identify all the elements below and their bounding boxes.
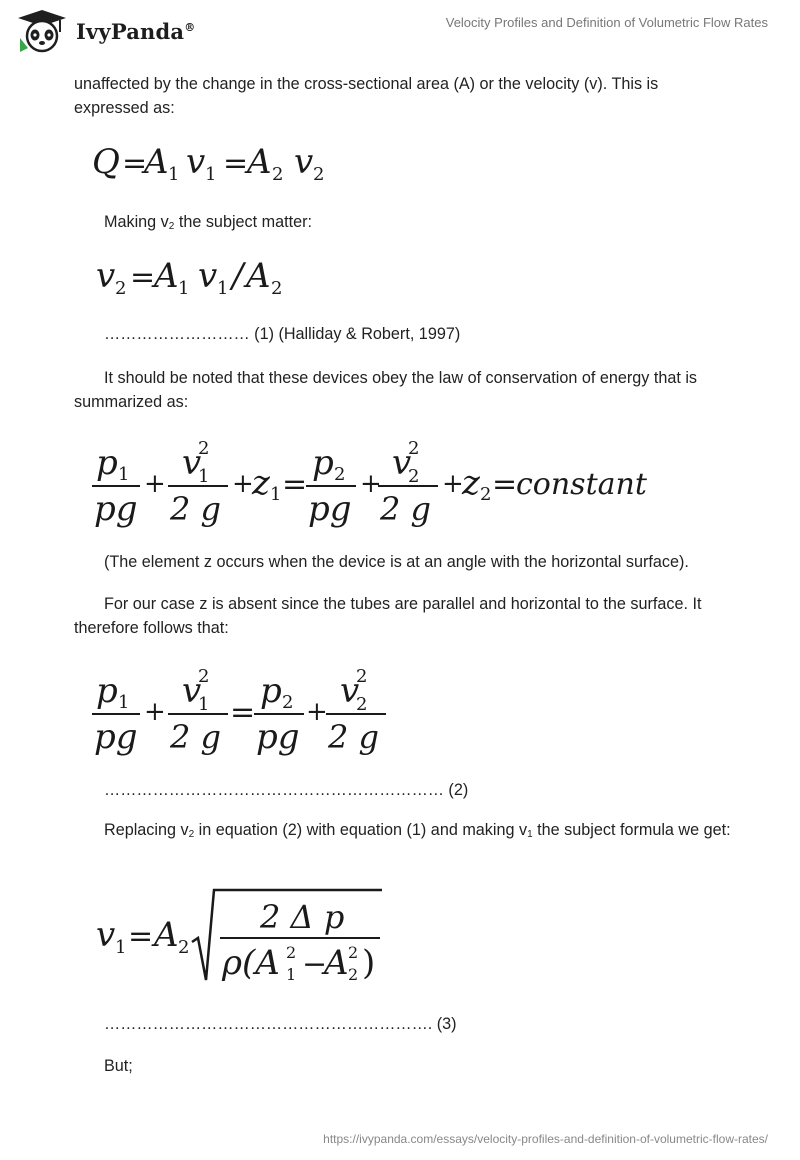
svg-text:v: v — [96, 256, 116, 296]
svg-text:+: + — [306, 697, 328, 727]
svg-text:1: 1 — [115, 937, 127, 958]
page-header-title: Velocity Profiles and Definition of Volumetric Flow Rates — [445, 15, 768, 30]
svg-text:p: p — [96, 671, 118, 711]
svg-text:2: 2 — [198, 438, 210, 459]
svg-text:): ) — [362, 943, 376, 983]
bernoulli-equation — [92, 660, 392, 760]
svg-text:2: 2 — [272, 164, 284, 185]
svg-text:A: A — [154, 256, 179, 296]
paragraph-1: unaffected by the change in the cross-sectional area (A) or the velocity (v). This is expressed as: — [74, 75, 659, 117]
svg-text:2: 2 — [356, 666, 368, 687]
continuity-equation — [92, 140, 352, 190]
svg-text:1: 1 — [270, 484, 282, 505]
svg-text:2: 2 — [334, 464, 346, 485]
svg-text:1: 1 — [205, 164, 217, 185]
paragraph-8: Replacing $v_2$ in equation (2) with equation (1) and making $v_1$ the subject formula we get: — [104, 821, 731, 840]
svg-text:p: p — [96, 443, 118, 483]
svg-text:A: A — [154, 915, 179, 955]
svg-text:2: 2 — [348, 965, 359, 984]
svg-text:v: v — [96, 915, 116, 955]
svg-text:v: v — [294, 142, 314, 182]
svg-text:=: = — [223, 146, 249, 181]
svg-text:1: 1 — [286, 965, 297, 984]
svg-text:−: − — [302, 947, 328, 982]
svg-text:2: 2 — [480, 484, 492, 505]
svg-text:pg: pg — [94, 717, 138, 757]
svg-text:A: A — [324, 943, 349, 983]
panda-logo-icon — [14, 8, 70, 54]
equation-1-reference: ……………………… (1) (Halliday & Robert, 1997) — [104, 325, 461, 343]
svg-text:+: + — [144, 697, 166, 727]
svg-text:pg: pg — [256, 717, 300, 757]
svg-text:A: A — [144, 142, 169, 182]
svg-text:1: 1 — [178, 278, 190, 299]
svg-text:v: v — [340, 671, 360, 711]
svg-text:A: A — [246, 256, 271, 296]
v2-equation — [96, 254, 316, 304]
svg-text:1: 1 — [118, 464, 130, 485]
svg-text:=: = — [492, 467, 518, 502]
svg-text:v: v — [198, 256, 218, 296]
svg-text:=: = — [130, 260, 156, 295]
svg-text:+: + — [360, 469, 382, 499]
svg-text:+: + — [232, 469, 254, 499]
svg-text:1: 1 — [118, 692, 130, 713]
site-logo[interactable] — [14, 8, 195, 54]
svg-text:v: v — [182, 671, 202, 711]
svg-text:p: p — [260, 671, 282, 711]
svg-text:z: z — [462, 463, 480, 503]
svg-text:=: = — [230, 695, 256, 730]
svg-text:=: = — [282, 467, 308, 502]
svg-text:2 g: 2 g — [170, 490, 222, 528]
svg-text:ρ(A: ρ(A — [222, 943, 280, 983]
svg-text:Q: Q — [92, 142, 120, 182]
paragraph-10: But; — [104, 1057, 133, 1075]
paragraph-4: It should be noted that these devices obey the law of conservation of energy that is summarized as: — [74, 369, 698, 411]
svg-text:v: v — [392, 443, 412, 483]
svg-text:2: 2 — [115, 278, 127, 299]
svg-text:2: 2 — [313, 164, 325, 185]
svg-text:A: A — [247, 142, 272, 182]
svg-text:constant: constant — [516, 467, 647, 502]
svg-text:pg: pg — [308, 489, 352, 529]
svg-text:2: 2 — [271, 278, 283, 299]
svg-text:v: v — [186, 142, 206, 182]
svg-text:2: 2 — [282, 692, 294, 713]
svg-text:=: = — [128, 919, 154, 954]
equation-2-reference: ……………………………………………………… (2) — [104, 781, 469, 799]
svg-text:2 Δ p: 2 Δ p — [260, 898, 345, 936]
svg-text:2: 2 — [178, 937, 190, 958]
svg-text:2: 2 — [408, 466, 420, 487]
svg-text:1: 1 — [198, 466, 210, 487]
paragraph-6: For our case z is absent since the tubes are parallel and horizontal to the surface. It therefore follows that: — [74, 595, 702, 637]
svg-text:2: 2 — [198, 666, 210, 687]
svg-text:+: + — [442, 469, 464, 499]
equation-3-reference: ……………………………………………………. (3) — [104, 1015, 457, 1033]
svg-text:1: 1 — [198, 694, 210, 715]
bernoulli-equation-with-z — [92, 432, 662, 532]
svg-text:1: 1 — [168, 164, 180, 185]
v1-equation — [96, 884, 396, 994]
svg-text:p: p — [312, 443, 334, 483]
svg-text:2 g: 2 g — [170, 718, 222, 756]
svg-text:1: 1 — [217, 278, 229, 299]
svg-text:/: / — [232, 256, 244, 296]
paragraph-5: (The element z occurs when the device is at an angle with the horizontal surface). — [104, 553, 689, 571]
svg-text:=: = — [122, 146, 148, 181]
svg-text:pg: pg — [94, 489, 138, 529]
paragraph-2: Making $v_2$ the subject matter: — [104, 213, 313, 232]
svg-text:v: v — [182, 443, 202, 483]
logo-text: IvyPanda® — [76, 18, 196, 44]
svg-text:z: z — [252, 463, 270, 503]
svg-text:+: + — [144, 469, 166, 499]
svg-text:2: 2 — [348, 943, 359, 962]
svg-text:2: 2 — [356, 694, 368, 715]
svg-text:2: 2 — [408, 438, 420, 459]
svg-text:2 g: 2 g — [328, 718, 380, 756]
svg-text:2 g: 2 g — [380, 490, 432, 528]
source-url-link[interactable]: https://ivypanda.com/essays/velocity-profiles-and-definition-of-volumetric-flow-rates/ — [323, 1132, 768, 1146]
svg-text:2: 2 — [286, 943, 297, 962]
